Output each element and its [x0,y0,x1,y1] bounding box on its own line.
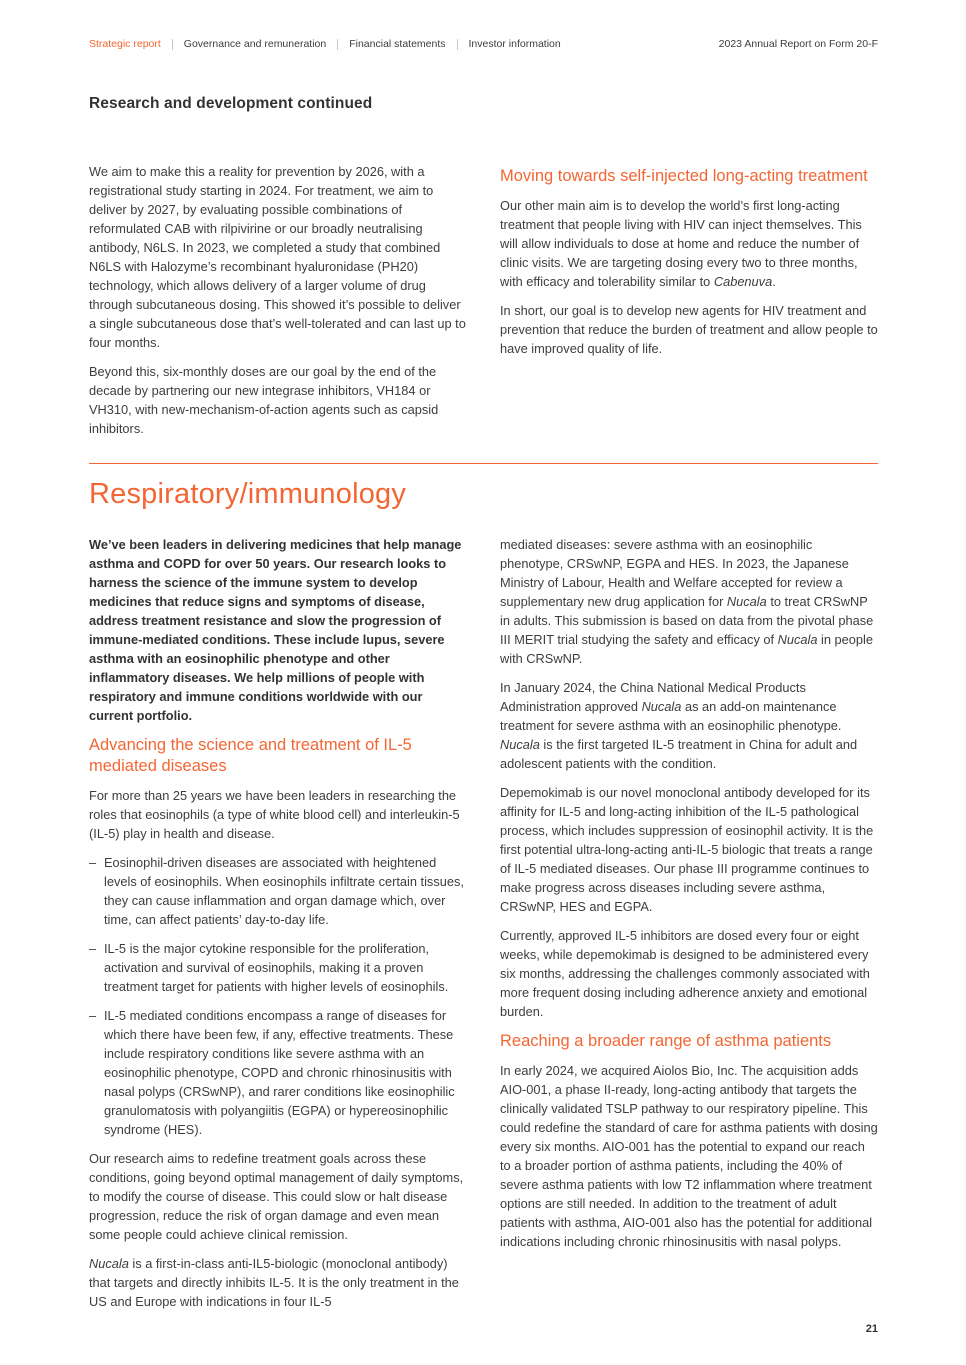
nav-divider [457,39,458,50]
nav-divider [337,39,338,50]
paragraph-new-agents-goal: In short, our goal is to develop new agents for HIV treatment and prevention that reduce the burden of treatment and allow people to have improved quality of life. [500,303,878,356]
list-item-il5-cytokine: – IL-5 is the major cytokine responsible for the proliferation, activation and survival of eosinophils, making it a proven treatment target for patients with higher levels of eosinophils. [89,939,467,996]
section-title-respiratory-immunology: Respiratory/immunology [89,478,407,510]
subsection-heading-broader-range: Reaching a broader range of asthma patients [500,1032,832,1050]
paragraph-china-approval: In January 2024, the China National Medical Products Administration approved Nucala as an add-on maintenance treatment for severe asthma with an eosinophilic phenotype. Nucala is the first targeted IL-5 treatment in China for adult and adolescent patients with the condition. [500,680,858,771]
paragraph-aiolos-acquisition: In early 2024, we acquired Aiolos Bio, Inc. The acquisition adds AIO-001, a phase II-ready, long-acting antibody that targets the clinically validated TSLP pathway to our respiratory pipeline. This could redefine the standard of care for asthma patients with dosing every six months. AIO-001 has the potential to expand our reach to a broader portion of asthma patients, including the 40% of severe asthma patients with low T2 inflammation where treatment options are still needed. In addition to the treatment of adult patients with asthma, AIO-001 also has the potential for additional indications including chronic rhinosinusitis with nasal polyps. [500,1063,878,1249]
hiv-left-column [89,162,467,448]
hiv-treatment-section [89,162,878,448]
page-number: 21 [865,1323,878,1335]
nav-financial-statements[interactable]: Financial statements [349,38,446,50]
subsection-heading-self-injected: Moving towards self-injected long-acting treatment [500,167,868,185]
respiratory-right-column [500,535,878,1321]
il5-bullet-list [89,853,467,1139]
nav-divider [172,39,173,50]
subsection-heading-il5: Advancing the science and treatment of IL-5 mediated diseases [89,736,412,775]
paragraph-depemokimab: Depemokimab is our novel monoclonal antibody developed for its affinity for IL-5 and long-acting inhibition of the IL-5 pathological process, which includes suppression of eosinophil activity. It is the first potential ultra-long-acting anti-IL-5 biologic that treats a range of IL-5 mediated diseases. Our phase III programme continues to make progress across diseases including severe asthma, CRSwNP, HES and EGPA. [500,785,874,914]
paragraph-prevention-goal: We aim to make this a reality for prevention by 2026, with a registrational study starting in 2024. For treatment, we aim to deliver by 2027, by evaluating possible combinations of reformulated CAB with rilpivirine or our broadly neutralising antibody, N6LS. In 2023, we completed a study that combined N6LS with Halozyme’s recombinant hyaluronidase (PH20) technology, which allows delivery of a larger volume of drug through subcutaneous dosing. This showed it’s possible to deliver a single subcutaneous dose that’s well-tolerated and can last up to four months. [89,164,466,350]
list-item-eosinophil-driven: – Eosinophil-driven diseases are associated with heightened levels of eosinophils. When eosinophils infiltrate certain tissues, they can cause inflammation and organ damage which, over time, can affect patients’ day-to-day life. [89,853,467,929]
section-divider-rule [89,463,878,464]
nav-governance-remuneration[interactable]: Governance and remuneration [183,38,327,50]
paragraph-mediated-diseases: mediated diseases: severe asthma with an eosinophilic phenotype, CRSwNP, EGPA and HES. In 2023, the Japanese Ministry of Labour, Health and Welfare accepted for review a supplementary new drug application for Nucala to treat CRSwNP in adults. This submission is based on data from the pivotal phase III MERIT trial studying the safety and efficacy of Nucala in people with CRSwNP. [500,537,874,666]
respiratory-immunology-section [89,535,878,1321]
paragraph-long-acting-treatment: Our other main aim is to develop the world’s first long-acting treatment that people living with HIV can inject themselves. This will allow individuals to dose at home and reduce the number of clinic visits. We are targeting dosing every two to three months, with efficacy and tolerability similar to Cabenuva. [500,198,862,289]
hiv-right-column [500,162,878,448]
report-section-nav [89,38,561,50]
section-intro: We’ve been leaders in delivering medicines that help manage asthma and COPD for over 50 years. Our research looks to harness the science of the immune system to develop medicines that reduce signs and symptoms of disease, address treatment resistance and slow the progression of immune-mediated conditions. These include lupus, severe asthma with an eosinophilic phenotype and other inflammatory diseases. We help millions of people with respiratory and immune conditions worldwide with our current portfolio. [89,537,462,723]
paragraph-nucala-first-in-class: Nucala is a first-in-class anti-IL5-biologic (monoclonal antibody) that targets and directly inhibits IL-5. It is the only treatment in the US and Europe with indications in four IL-5 [89,1256,459,1309]
paragraph-six-monthly-doses: Beyond this, six-monthly doses are our goal by the end of the decade by partnering our new integrase inhibitors, VH184 or VH310, with new-mechanism-of-action agents such as capsid inhibitors. [89,364,439,436]
paragraph-eosinophils-research: For more than 25 years we have been leaders in researching the roles that eosinophils (a type of white blood cell) and interleukin-5 (IL-5) play in health and disease. [89,788,460,841]
nav-strategic-report[interactable]: Strategic report [89,38,161,50]
paragraph-dosing-frequency: Currently, approved IL-5 inhibitors are dosed every four or eight weeks, while depemokimab is designed to be administered every six months, addressing the challenges commonly associated with more frequent dosing including adherence anxiety and emotional burden. [500,928,870,1019]
report-title: 2023 Annual Report on Form 20-F [718,38,878,50]
page-header [89,38,878,50]
nav-investor-information[interactable]: Investor information [468,38,561,50]
paragraph-redefine-treatment-goals: Our research aims to redefine treatment goals across these conditions, going beyond optimal management of daily symptoms, to modify the course of disease. This could slow or halt disease progression, reduce the risk of organ damage and even mean some people could achieve clinical remission. [89,1151,464,1242]
page-heading: Research and development continued [89,95,373,112]
respiratory-left-column [89,535,467,1321]
list-item-il5-conditions: – IL-5 mediated conditions encompass a range of diseases for which there have been few, if any, effective treatments. These include respiratory conditions like severe asthma with an eosinophilic phenotype, COPD and chronic rhinosinusitis with nasal polyps (CRSwNP), and rarer conditions like eosinophilic granulomatosis with polyangiitis (EGPA) or hypereosinophilic syndrome (HES). [89,1006,467,1139]
